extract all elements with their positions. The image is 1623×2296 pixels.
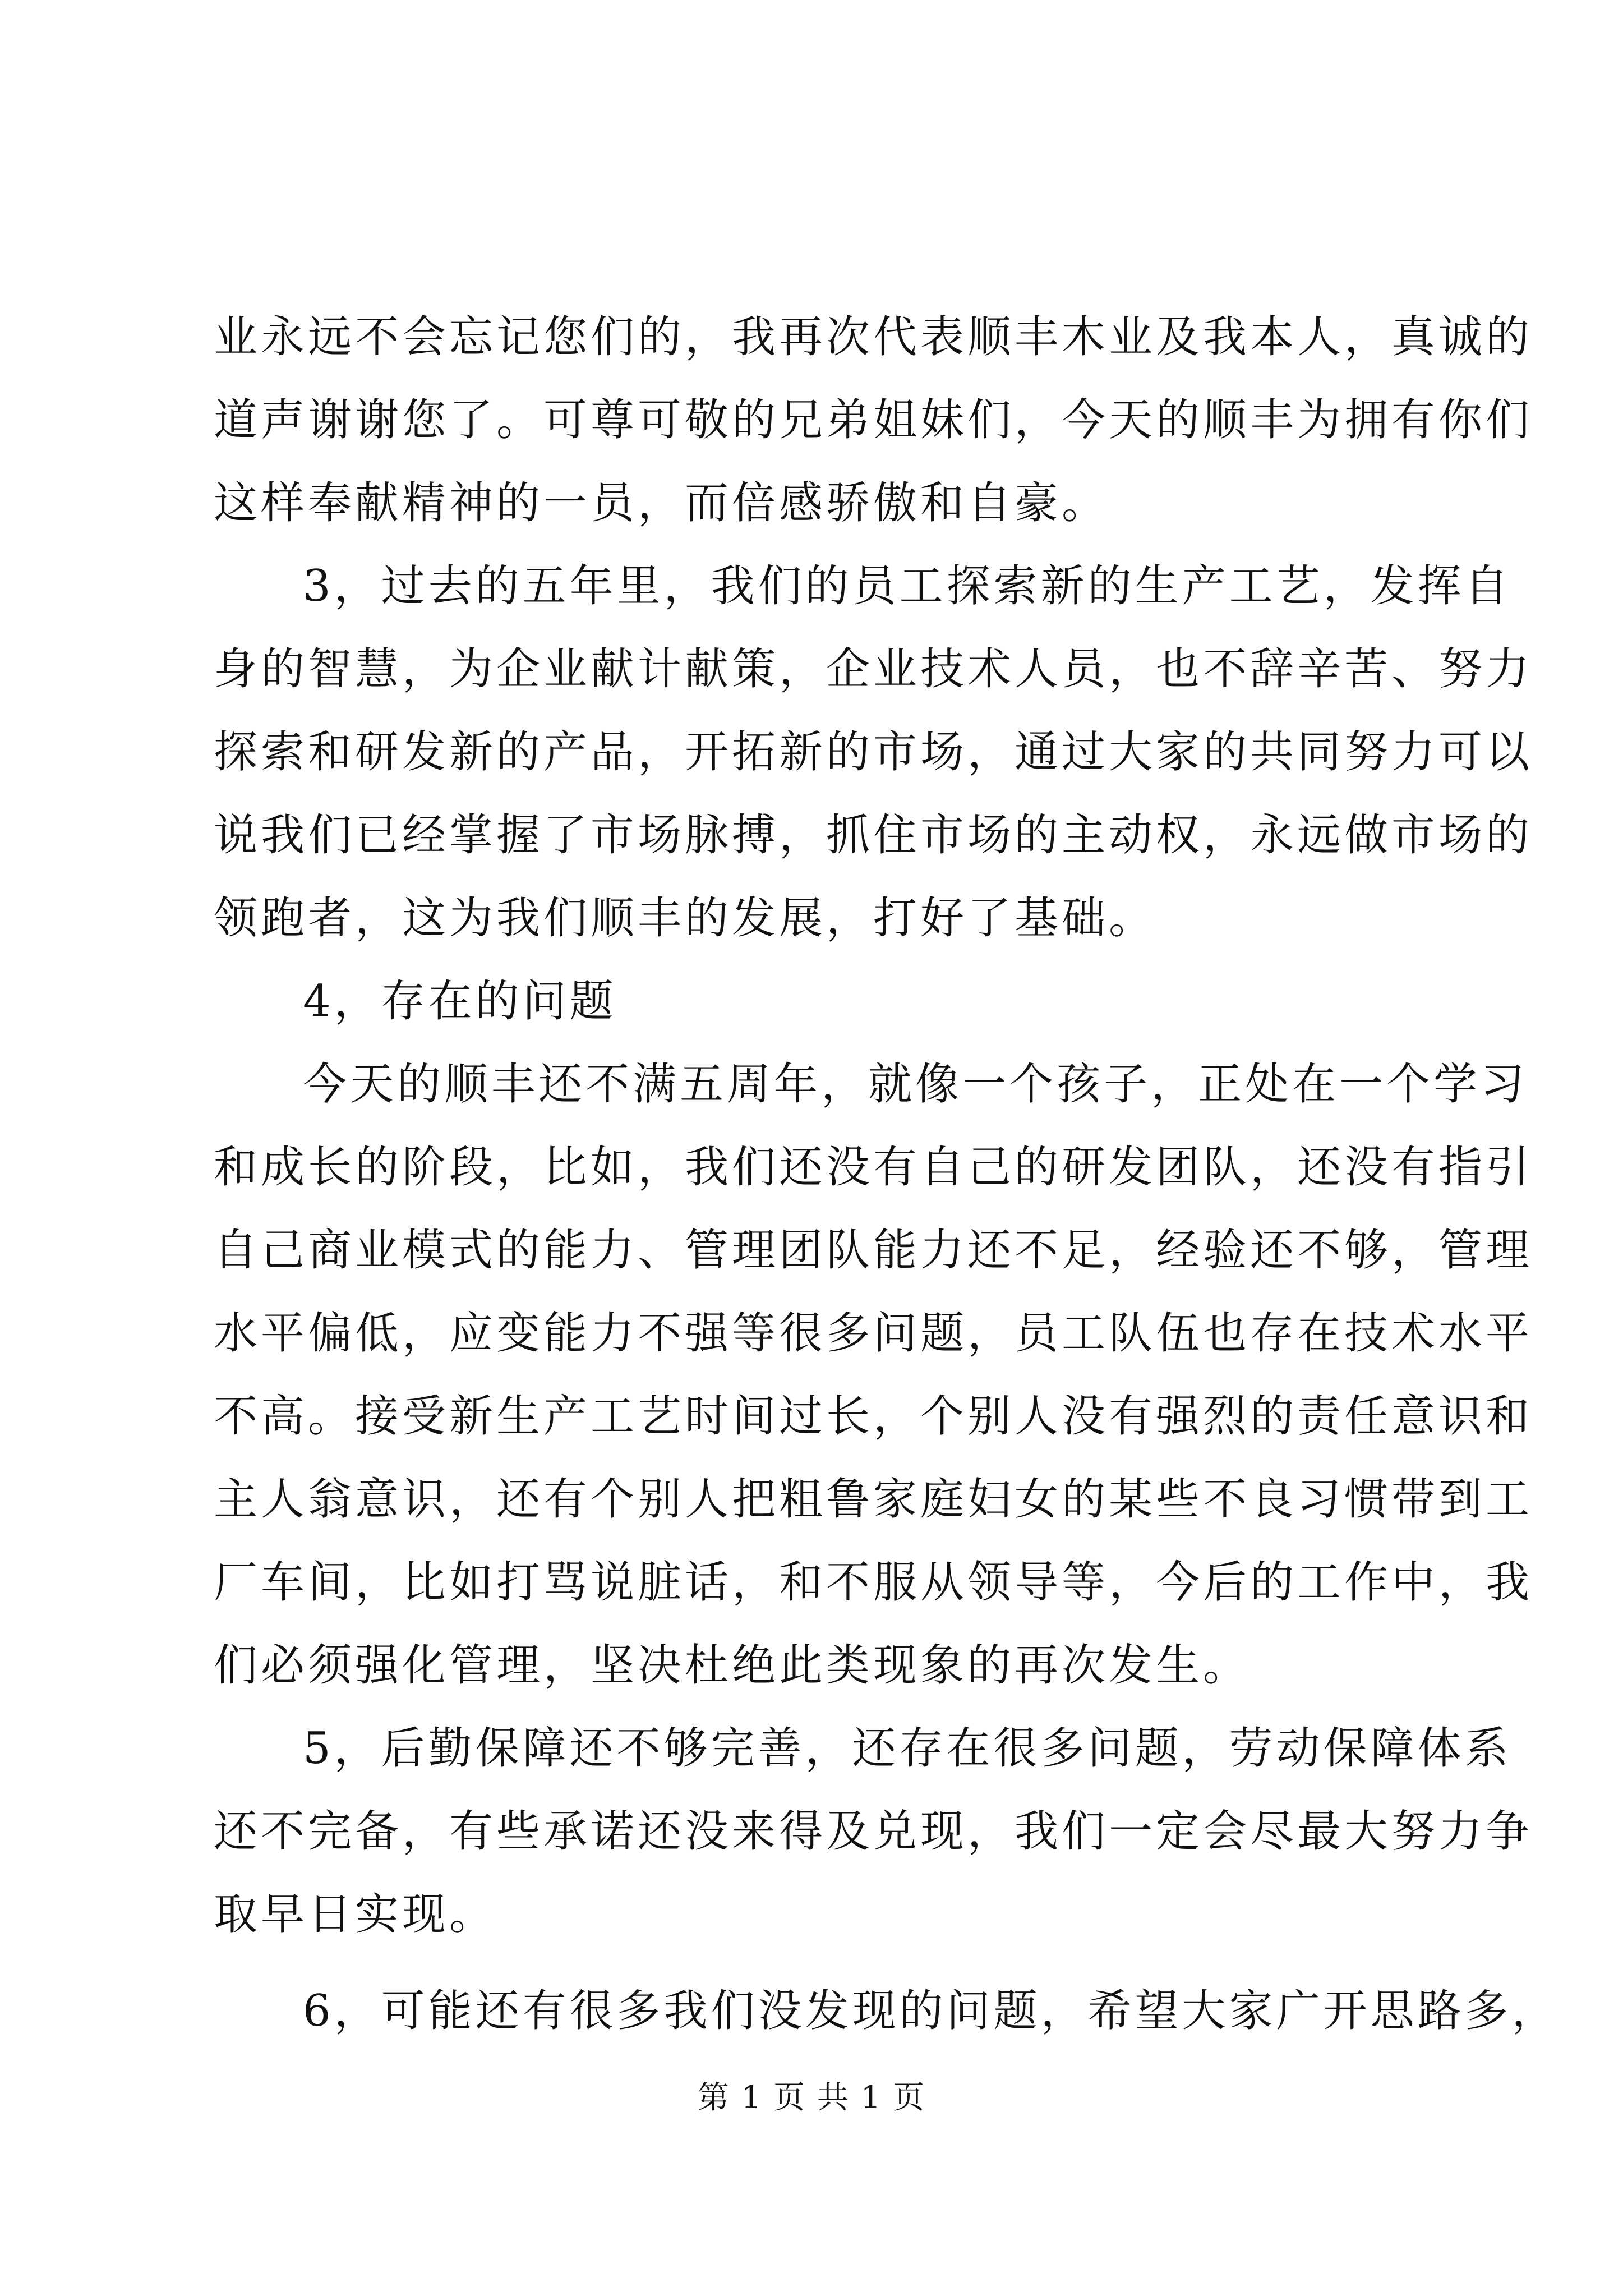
text-line: 5，后勤保障还不够完善，还存在很多问题，劳动保障体系 <box>303 1723 1512 1774</box>
text-line: 还不完备，有些承诺还没来得及兑现，我们一定会尽最大努力争 <box>214 1806 1533 1857</box>
text-line: 业永远不会忘记您们的，我再次代表顺丰木业及我本人，真诚的 <box>214 312 1533 362</box>
text-line: 自己商业模式的能力、管理团队能力还不足，经验还不够，管理 <box>214 1225 1533 1276</box>
text-line: 主人翁意识，还有个别人把粗鲁家庭妇女的某些不良习惯带到工 <box>214 1474 1533 1525</box>
text-line: 道声谢谢您了。可尊可敬的兄弟姐妹们，今天的顺丰为拥有你们 <box>214 395 1533 445</box>
text-line: 3，过去的五年里，我们的员工探索新的生产工艺，发挥自 <box>303 561 1512 611</box>
text-line: 身的智慧，为企业献计献策，企业技术人员，也不辞辛苦、努力 <box>214 644 1533 694</box>
text-line: 和成长的阶段，比如，我们还没有自己的研发团队，还没有指引 <box>214 1142 1533 1193</box>
text-line: 6，可能还有很多我们没发现的问题，希望大家广开思路多， <box>303 1986 1559 2036</box>
text-line: 4，存在的问题 <box>303 976 617 1027</box>
page-footer: 第 1 页 共 1 页 <box>697 2079 926 2116</box>
text-line: 领跑者，这为我们顺丰的发展，打好了基础。 <box>214 893 1156 944</box>
text-line: 这样奉献精神的一员，而倍感骄傲和自豪。 <box>214 478 1109 528</box>
text-line: 说我们已经掌握了市场脉搏，抓住市场的主动权，永远做市场的 <box>214 810 1533 861</box>
text-line: 探索和研发新的产品，开拓新的市场，通过大家的共同努力可以 <box>214 727 1533 777</box>
text-line: 取早日实现。 <box>214 1889 497 1940</box>
text-line: 今天的顺丰还不满五周年，就像一个孩子，正处在一个学习 <box>303 1059 1528 1110</box>
text-line: 不高。接受新生产工艺时间过长，个别人没有强烈的责任意识和 <box>214 1391 1533 1442</box>
text-line: 们必须强化管理，坚决杜绝此类现象的再次发生。 <box>214 1640 1251 1691</box>
text-line: 水平偏低，应变能力不强等很多问题，员工队伍也存在技术水平 <box>214 1308 1533 1359</box>
text-line: 厂车间，比如打骂说脏话，和不服从领导等，今后的工作中，我 <box>214 1557 1533 1608</box>
